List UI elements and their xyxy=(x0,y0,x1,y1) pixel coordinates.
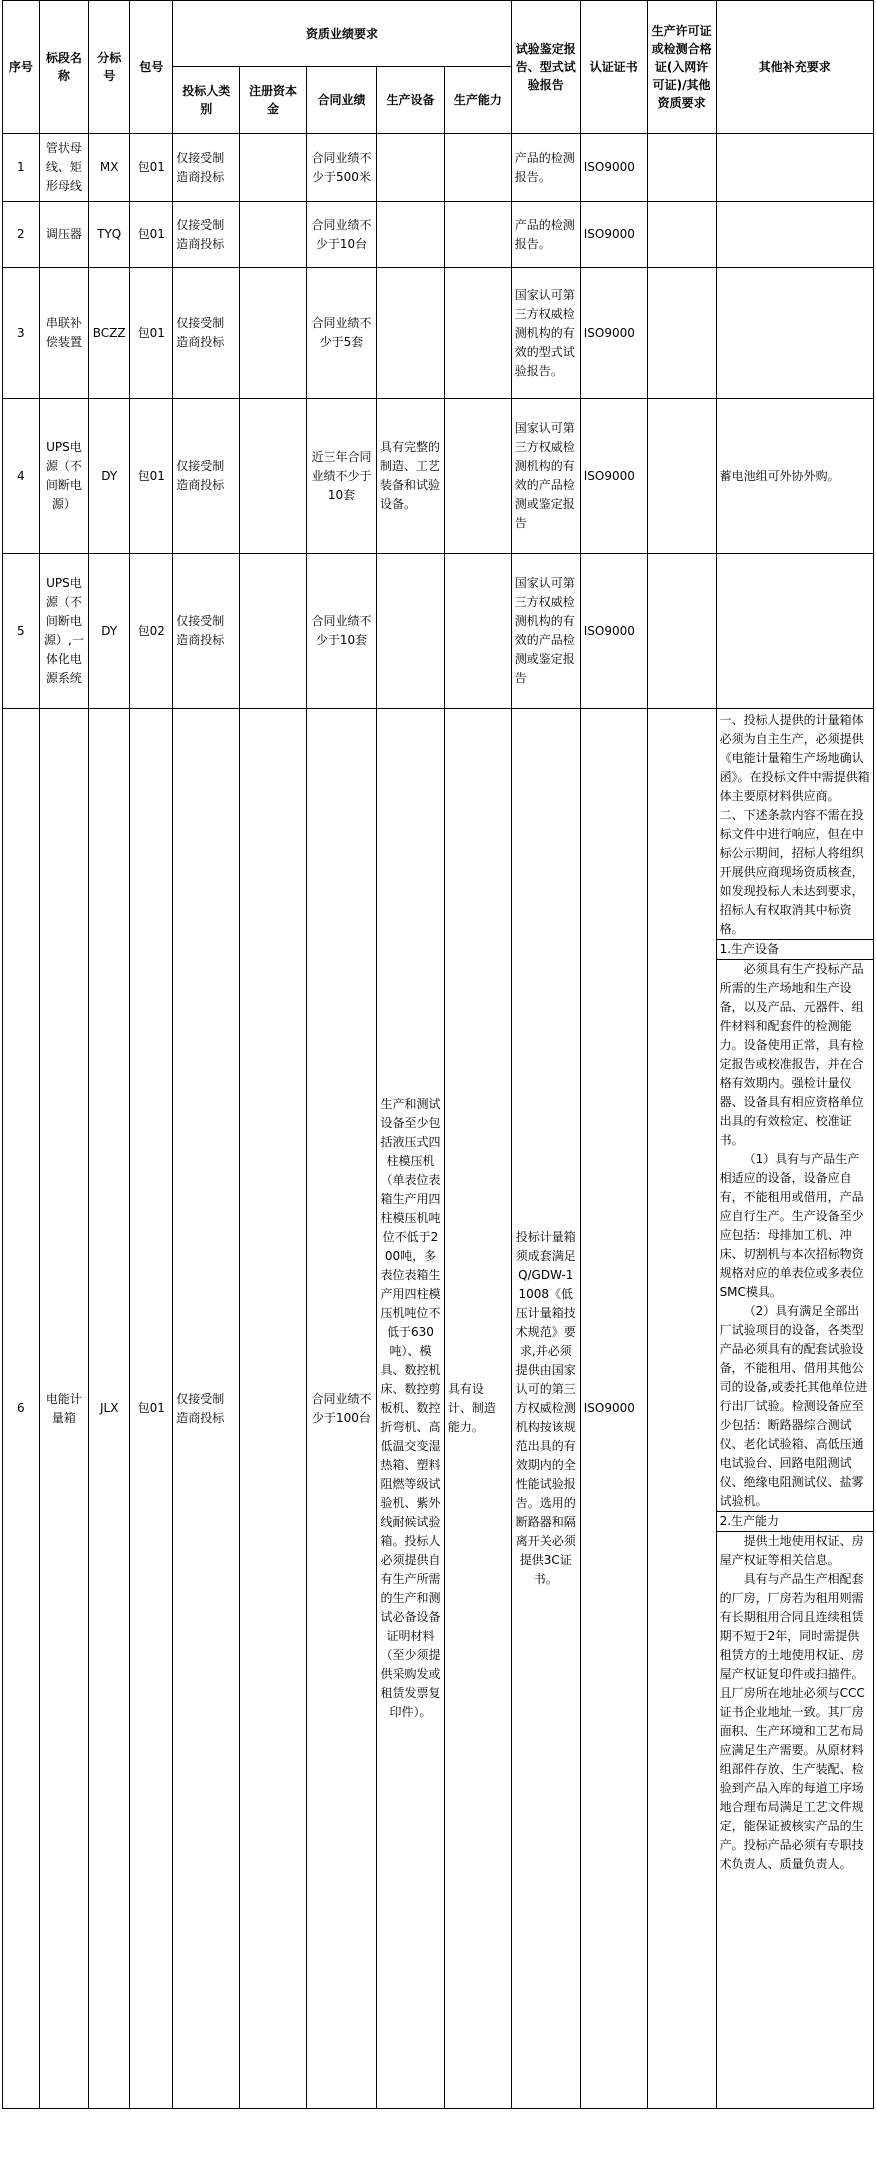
cell-seq: 6 xyxy=(3,709,40,2109)
cell-other-rich xyxy=(716,709,873,2109)
cell-name: 电能计量箱 xyxy=(39,709,89,2109)
cell-capital xyxy=(240,202,307,268)
cell-perf: 合同业绩不少于10套 xyxy=(306,554,376,709)
header-bidder-type-b: 投标人类别 xyxy=(173,67,240,134)
header-test-report-b: 试验鉴定报告、型式试验报告 xyxy=(511,1,580,134)
cell-cert: ISO9000 xyxy=(580,554,647,709)
cell-code: DY xyxy=(89,554,130,709)
other-req-p4: （1）具有与产品生产相适应的设备，设备应自有，不能租用或借用，产品应自行生产。生产设备至少应包括：母排加工机、冲床、切割机与本次招标物资规格对应的单表位或多表位SMC模具。 xyxy=(719,1152,864,1299)
cell-cert: ISO9000 xyxy=(580,709,647,2109)
cell-name: UPS电源（不间断电源） xyxy=(39,399,89,554)
qualification-table-body xyxy=(2,0,874,2109)
table-row xyxy=(3,268,874,399)
cell-name: 调压器 xyxy=(39,202,89,268)
other-req-p3: 必须具有生产投标产品所需的生产场地和生产设备，以及产品、元器件、组件材料和配套件的检测能力。设备使用正常，具有检定报告或校准报告，并在合格有效期内。强检计量仪器、设备具有相应资格单位出具的有效检定、校准证书。 xyxy=(719,962,864,1147)
header-section-name-b: 标段名称 xyxy=(39,1,89,134)
table-row xyxy=(3,202,874,268)
cell-capacity xyxy=(444,268,511,399)
cell-pkg: 包01 xyxy=(130,399,173,554)
cell-name: 串联补偿装置 xyxy=(39,268,89,399)
cell-capital xyxy=(240,399,307,554)
cell-capacity xyxy=(444,134,511,202)
header-license-b: 生产许可证或检测合格证(入网许可证)/其他资质要求 xyxy=(647,1,716,134)
cell-license xyxy=(647,709,716,2109)
other-req-p6: 提供土地使用权证、房屋产权证等相关信息。 xyxy=(719,1534,864,1567)
cell-license xyxy=(647,202,716,268)
cell-code: JLX xyxy=(89,709,130,2109)
cell-seq: 5 xyxy=(3,554,40,709)
cell-license xyxy=(647,554,716,709)
other-req-h2: 2.生产能力 xyxy=(717,1511,873,1532)
cell-capital xyxy=(240,134,307,202)
cell-equip: 具有完整的制造、工艺装备和试验设备。 xyxy=(377,399,445,554)
header-cert-b: 认证证书 xyxy=(580,1,647,134)
cell-pkg: 包02 xyxy=(130,554,173,709)
cell-seq: 4 xyxy=(3,399,40,554)
cell-other xyxy=(716,134,873,202)
cell-pkg: 包01 xyxy=(130,202,173,268)
cell-perf: 近三年合同业绩不少于10套 xyxy=(306,399,376,554)
header-prod-equipment-b: 生产设备 xyxy=(377,67,445,134)
cell-equip xyxy=(377,202,445,268)
other-req-p1: 一、投标人提供的计量箱体必须为自主生产，必须提供《电能计量箱生产场地确认函》。在投标文件中需提供箱体主要原材料供应商。 xyxy=(719,713,870,803)
header-contract-perf-b: 合同业绩 xyxy=(306,67,376,134)
cell-perf: 合同业绩不少于10台 xyxy=(306,202,376,268)
cell-seq: 1 xyxy=(3,134,40,202)
other-req-p7: 具有与产品生产相配套的厂房，厂房若为租用则需有长期租用合同且连续租赁期不短于2年，同时需提供租赁方的土地使用权证、房屋产权证复印件或扫描件。且厂房所在地址必须与CCC证书企业地址一致。其厂房面积、生产环境和工艺布局应满足生产需要。从原材料组部件存放、生产装配、检验到产品入库的每道工序场地合理布局满足工艺文件规定，能保证被核实产品的生产。投标产品必须有专职技术负责人、质量负责人。 xyxy=(719,1572,865,1871)
header-package-b: 包号 xyxy=(130,1,173,134)
cell-capital xyxy=(240,268,307,399)
cell-report: 国家认可第三方权威检测机构的有效的产品检测或鉴定报告 xyxy=(511,554,580,709)
cell-pkg: 包01 xyxy=(130,268,173,399)
other-req-p5: （2）具有满足全部出厂试验项目的设备，各类型产品必须具有的配套试验设备，不能租用、借用其他公司的设备,或委托其他单位进行出厂试验。检测设备应至少包括：断路器综合测试仪、老化试验箱、高低压通电试验台、回路电阻测试仪、绝缘电阻测试仪、盐雾试验机。 xyxy=(719,1304,868,1508)
cell-capacity xyxy=(444,554,511,709)
cell-capacity xyxy=(444,399,511,554)
cell-bidder: 仅接受制造商投标 xyxy=(173,134,240,202)
cell-code: DY xyxy=(89,399,130,554)
table-row xyxy=(3,134,874,202)
table-row xyxy=(3,709,874,2109)
cell-report: 产品的检测报告。 xyxy=(511,134,580,202)
cell-name: UPS电源（不间断电源）,一体化电源系统 xyxy=(39,554,89,709)
cell-name: 管状母线、矩形母线 xyxy=(39,134,89,202)
cell-report: 投标计量箱须成套满足Q/GDW-11008《低压计量箱技术规范》要求,并必须提供由国家认可的第三方权威检测机构按该规范出具的有效期内的全性能试验报告。选用的断路器和隔离开关必须提供3C证书。 xyxy=(511,709,580,2109)
cell-equip: 生产和测试设备至少包括液压式四柱模压机（单表位表箱生产用四柱模压机吨位不低于200吨，多表位表箱生产用四柱模压机吨位不低于630吨）、模具、数控机床、数控剪板机、数控折弯机、高低温交变湿热箱、塑料阻燃等级试验机、紫外线耐候试验箱。投标人必须提供自有生产所需的生产和测试必备设备证明材料（至少须提供采购发或租赁发票复印件）。 xyxy=(377,709,445,2109)
cell-report: 国家认可第三方权威检测机构的有效的产品检测或鉴定报告 xyxy=(511,399,580,554)
table-row xyxy=(3,399,874,554)
other-req-h1: 1.生产设备 xyxy=(717,939,873,960)
cell-license xyxy=(647,134,716,202)
cell-other: 蓄电池组可外协外购。 xyxy=(716,399,873,554)
header-seq-b: 序号 xyxy=(3,1,40,134)
cell-license xyxy=(647,399,716,554)
cell-other xyxy=(716,202,873,268)
cell-cert: ISO9000 xyxy=(580,134,647,202)
cell-license xyxy=(647,268,716,399)
cell-equip xyxy=(377,134,445,202)
cell-bidder: 仅接受制造商投标 xyxy=(173,554,240,709)
cell-capacity: 具有设计、制造能力。 xyxy=(444,709,511,2109)
header-prod-capacity-b: 生产能力 xyxy=(444,67,511,134)
cell-perf: 合同业绩不少于5套 xyxy=(306,268,376,399)
cell-cert: ISO9000 xyxy=(580,268,647,399)
cell-cert: ISO9000 xyxy=(580,202,647,268)
other-req-p2: 二、下述条款内容不需在投标文件中进行响应，但在中标公示期间，招标人将组织开展供应商现场资质核查，如发现投标人未达到要求，招标人有权取消其中标资格。 xyxy=(719,808,864,936)
cell-seq: 2 xyxy=(3,202,40,268)
cell-pkg: 包01 xyxy=(130,134,173,202)
cell-other xyxy=(716,268,873,399)
header-sub-code-b: 分标号 xyxy=(89,1,130,134)
cell-capital xyxy=(240,709,307,2109)
cell-code: TYQ xyxy=(89,202,130,268)
table-row xyxy=(3,554,874,709)
cell-cert: ISO9000 xyxy=(580,399,647,554)
cell-pkg: 包01 xyxy=(130,709,173,2109)
header-row-1b xyxy=(3,1,874,67)
header-other-req: 其他补充要求 xyxy=(716,1,873,134)
cell-bidder: 仅接受制造商投标 xyxy=(173,709,240,2109)
cell-code: MX xyxy=(89,134,130,202)
header-qualification-group-b: 资质业绩要求 xyxy=(173,1,511,67)
cell-bidder: 仅接受制造商投标 xyxy=(173,399,240,554)
cell-perf: 合同业绩不少于100台 xyxy=(306,709,376,2109)
cell-report: 产品的检测报告。 xyxy=(511,202,580,268)
cell-bidder: 仅接受制造商投标 xyxy=(173,202,240,268)
cell-report: 国家认可第三方权威检测机构的有效的型式试验报告。 xyxy=(511,268,580,399)
header-reg-capital-b: 注册资本金 xyxy=(240,67,307,134)
cell-perf: 合同业绩不少于500米 xyxy=(306,134,376,202)
cell-code: BCZZ xyxy=(89,268,130,399)
cell-other xyxy=(716,554,873,709)
cell-bidder: 仅接受制造商投标 xyxy=(173,268,240,399)
cell-capital xyxy=(240,554,307,709)
cell-equip xyxy=(377,554,445,709)
cell-equip xyxy=(377,268,445,399)
cell-seq: 3 xyxy=(3,268,40,399)
cell-capacity xyxy=(444,202,511,268)
